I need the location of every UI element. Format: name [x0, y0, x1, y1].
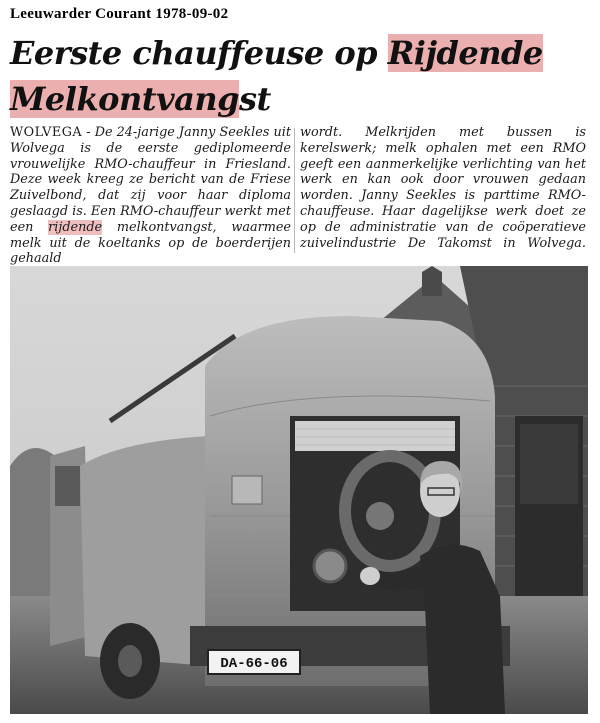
article-text-left-1: - De 24-jarige Janny Seekles uit Wolvega is de eerste gediplomeerde vrouwelijke RMO-chauffeur in Friesland. Deze week kreeg ze bericht van de Friese Zuivelbond, dat zij voor haar diploma geslaagd is. Een RMO-chauffeur werkt met een: [10, 125, 291, 235]
column-divider: [294, 128, 295, 253]
headline-text-end: st: [238, 80, 271, 118]
article-column-right: [300, 125, 586, 267]
news-photo: [10, 266, 588, 714]
article-text-right: wordt. Melkrijden met bussen is kerelswerk; melk ophalen met een RMO geeft een aanmerkelijke verlichting van het werk en kan ook door vrouwen gedaan worden. Janny Seekles is parttime RMO-chauffeuse. Haar dagelijkse werk doet ze op de administratie van de coöperatieve zuivelindustrie De Takomst in Wolvega.: [300, 125, 586, 251]
search-highlight-rijdende: rijdende: [48, 219, 103, 235]
newspaper-source-date: Leeuwarder Courant 1978-09-02: [10, 6, 229, 22]
article-text-left-2: melkontvangst, waarmee melk uit de koeltanks op de boerderijen gehaald: [10, 219, 291, 267]
article-headline: [10, 30, 595, 122]
headline-text-start: Eerste chauffeuse op: [10, 34, 388, 72]
article-column-left: [10, 125, 291, 283]
headline-highlight-melkontvang: Melkontvang: [10, 80, 239, 118]
dateline: WOLVEGA: [10, 125, 83, 140]
license-plate-text: DA-66-06: [220, 656, 288, 672]
headline-highlight-rijdende: Rijdende: [387, 34, 543, 72]
